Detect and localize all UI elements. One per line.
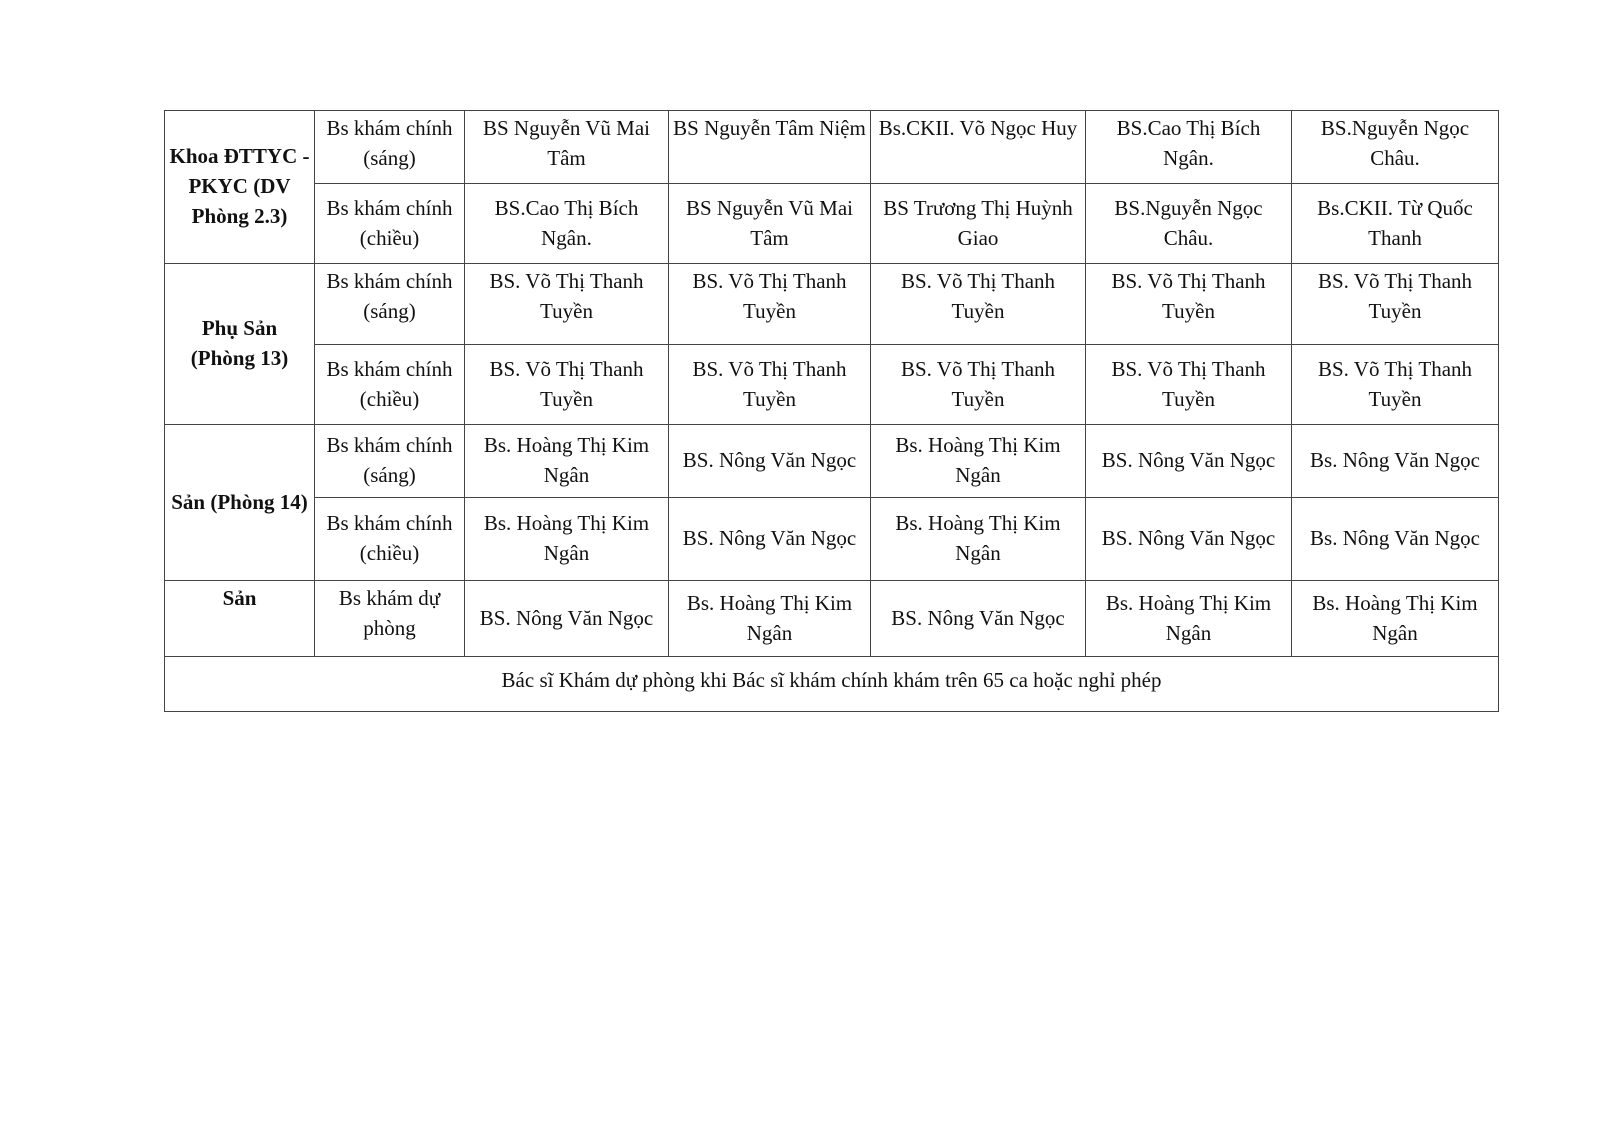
table-row <box>165 345 1499 425</box>
doctor-cell: BS.Cao Thị Bích Ngân. <box>465 184 669 264</box>
department-cell: Phụ Sản (Phòng 13) <box>165 264 315 425</box>
doctor-cell: BS Nguyễn Vũ Mai Tâm <box>465 111 669 184</box>
doctor-cell: BS. Nông Văn Ngọc <box>669 425 871 498</box>
shift-role-cell: Bs khám chính (sáng) <box>315 111 465 184</box>
doctor-cell: BS. Võ Thị Thanh Tuyền <box>669 264 871 345</box>
footnote: Bác sĩ Khám dự phòng khi Bác sĩ khám chính khám trên 65 ca hoặc nghỉ phép <box>165 657 1499 712</box>
doctor-cell: Bs.CKII. Võ Ngọc Huy <box>871 111 1086 184</box>
doctor-cell: BS. Võ Thị Thanh Tuyền <box>871 345 1086 425</box>
doctor-cell: BS.Cao Thị Bích Ngân. <box>1086 111 1292 184</box>
department-cell: Sản <box>165 581 315 657</box>
doctor-cell: BS. Nông Văn Ngọc <box>1086 498 1292 581</box>
doctor-cell: Bs. Hoàng Thị Kim Ngân <box>465 498 669 581</box>
doctor-cell: BS. Võ Thị Thanh Tuyền <box>1086 345 1292 425</box>
department-cell: Sản (Phòng 14) <box>165 425 315 581</box>
table-row <box>165 425 1499 498</box>
doctor-cell: Bs. Hoàng Thị Kim Ngân <box>871 498 1086 581</box>
doctor-cell: BS. Nông Văn Ngọc <box>669 498 871 581</box>
doctor-cell: Bs. Nông Văn Ngọc <box>1292 498 1499 581</box>
doctor-cell: Bs. Hoàng Thị Kim Ngân <box>1086 581 1292 657</box>
table-row <box>165 581 1499 657</box>
doctor-cell: BS.Nguyễn Ngọc Châu. <box>1086 184 1292 264</box>
doctor-cell: Bs. Hoàng Thị Kim Ngân <box>669 581 871 657</box>
shift-role-cell: Bs khám chính (sáng) <box>315 425 465 498</box>
doctor-cell: BS. Võ Thị Thanh Tuyền <box>465 345 669 425</box>
doctor-cell: BS. Võ Thị Thanh Tuyền <box>1086 264 1292 345</box>
doctor-cell: BS Nguyễn Vũ Mai Tâm <box>669 184 871 264</box>
table-row <box>165 184 1499 264</box>
table-row <box>165 264 1499 345</box>
doctor-cell: BS Nguyễn Tâm Niệm <box>669 111 871 184</box>
shift-role-cell: Bs khám chính (chiều) <box>315 345 465 425</box>
schedule-table <box>164 110 1499 712</box>
doctor-cell: BS. Võ Thị Thanh Tuyền <box>465 264 669 345</box>
doctor-cell: BS. Nông Văn Ngọc <box>1086 425 1292 498</box>
doctor-cell: BS Trương Thị Huỳnh Giao <box>871 184 1086 264</box>
doctor-cell: BS. Võ Thị Thanh Tuyền <box>1292 264 1499 345</box>
doctor-cell: BS. Võ Thị Thanh Tuyền <box>871 264 1086 345</box>
shift-role-cell: Bs khám chính (chiều) <box>315 184 465 264</box>
doctor-cell: Bs. Nông Văn Ngọc <box>1292 425 1499 498</box>
doctor-cell: BS.Nguyễn Ngọc Châu. <box>1292 111 1499 184</box>
shift-role-cell: Bs khám chính (chiều) <box>315 498 465 581</box>
doctor-cell: Bs. Hoàng Thị Kim Ngân <box>1292 581 1499 657</box>
doctor-cell: Bs. Hoàng Thị Kim Ngân <box>465 425 669 498</box>
shift-role-cell: Bs khám chính (sáng) <box>315 264 465 345</box>
doctor-cell: Bs.CKII. Từ Quốc Thanh <box>1292 184 1499 264</box>
department-cell: Khoa ĐTTYC - PKYC (DV Phòng 2.3) <box>165 111 315 264</box>
table-row <box>165 111 1499 184</box>
footnote-row <box>165 657 1499 712</box>
shift-role-cell: Bs khám dự phòng <box>315 581 465 657</box>
doctor-cell: BS. Võ Thị Thanh Tuyền <box>669 345 871 425</box>
table-row <box>165 498 1499 581</box>
doctor-cell: BS. Võ Thị Thanh Tuyền <box>1292 345 1499 425</box>
doctor-cell: BS. Nông Văn Ngọc <box>871 581 1086 657</box>
doctor-cell: BS. Nông Văn Ngọc <box>465 581 669 657</box>
doctor-cell: Bs. Hoàng Thị Kim Ngân <box>871 425 1086 498</box>
